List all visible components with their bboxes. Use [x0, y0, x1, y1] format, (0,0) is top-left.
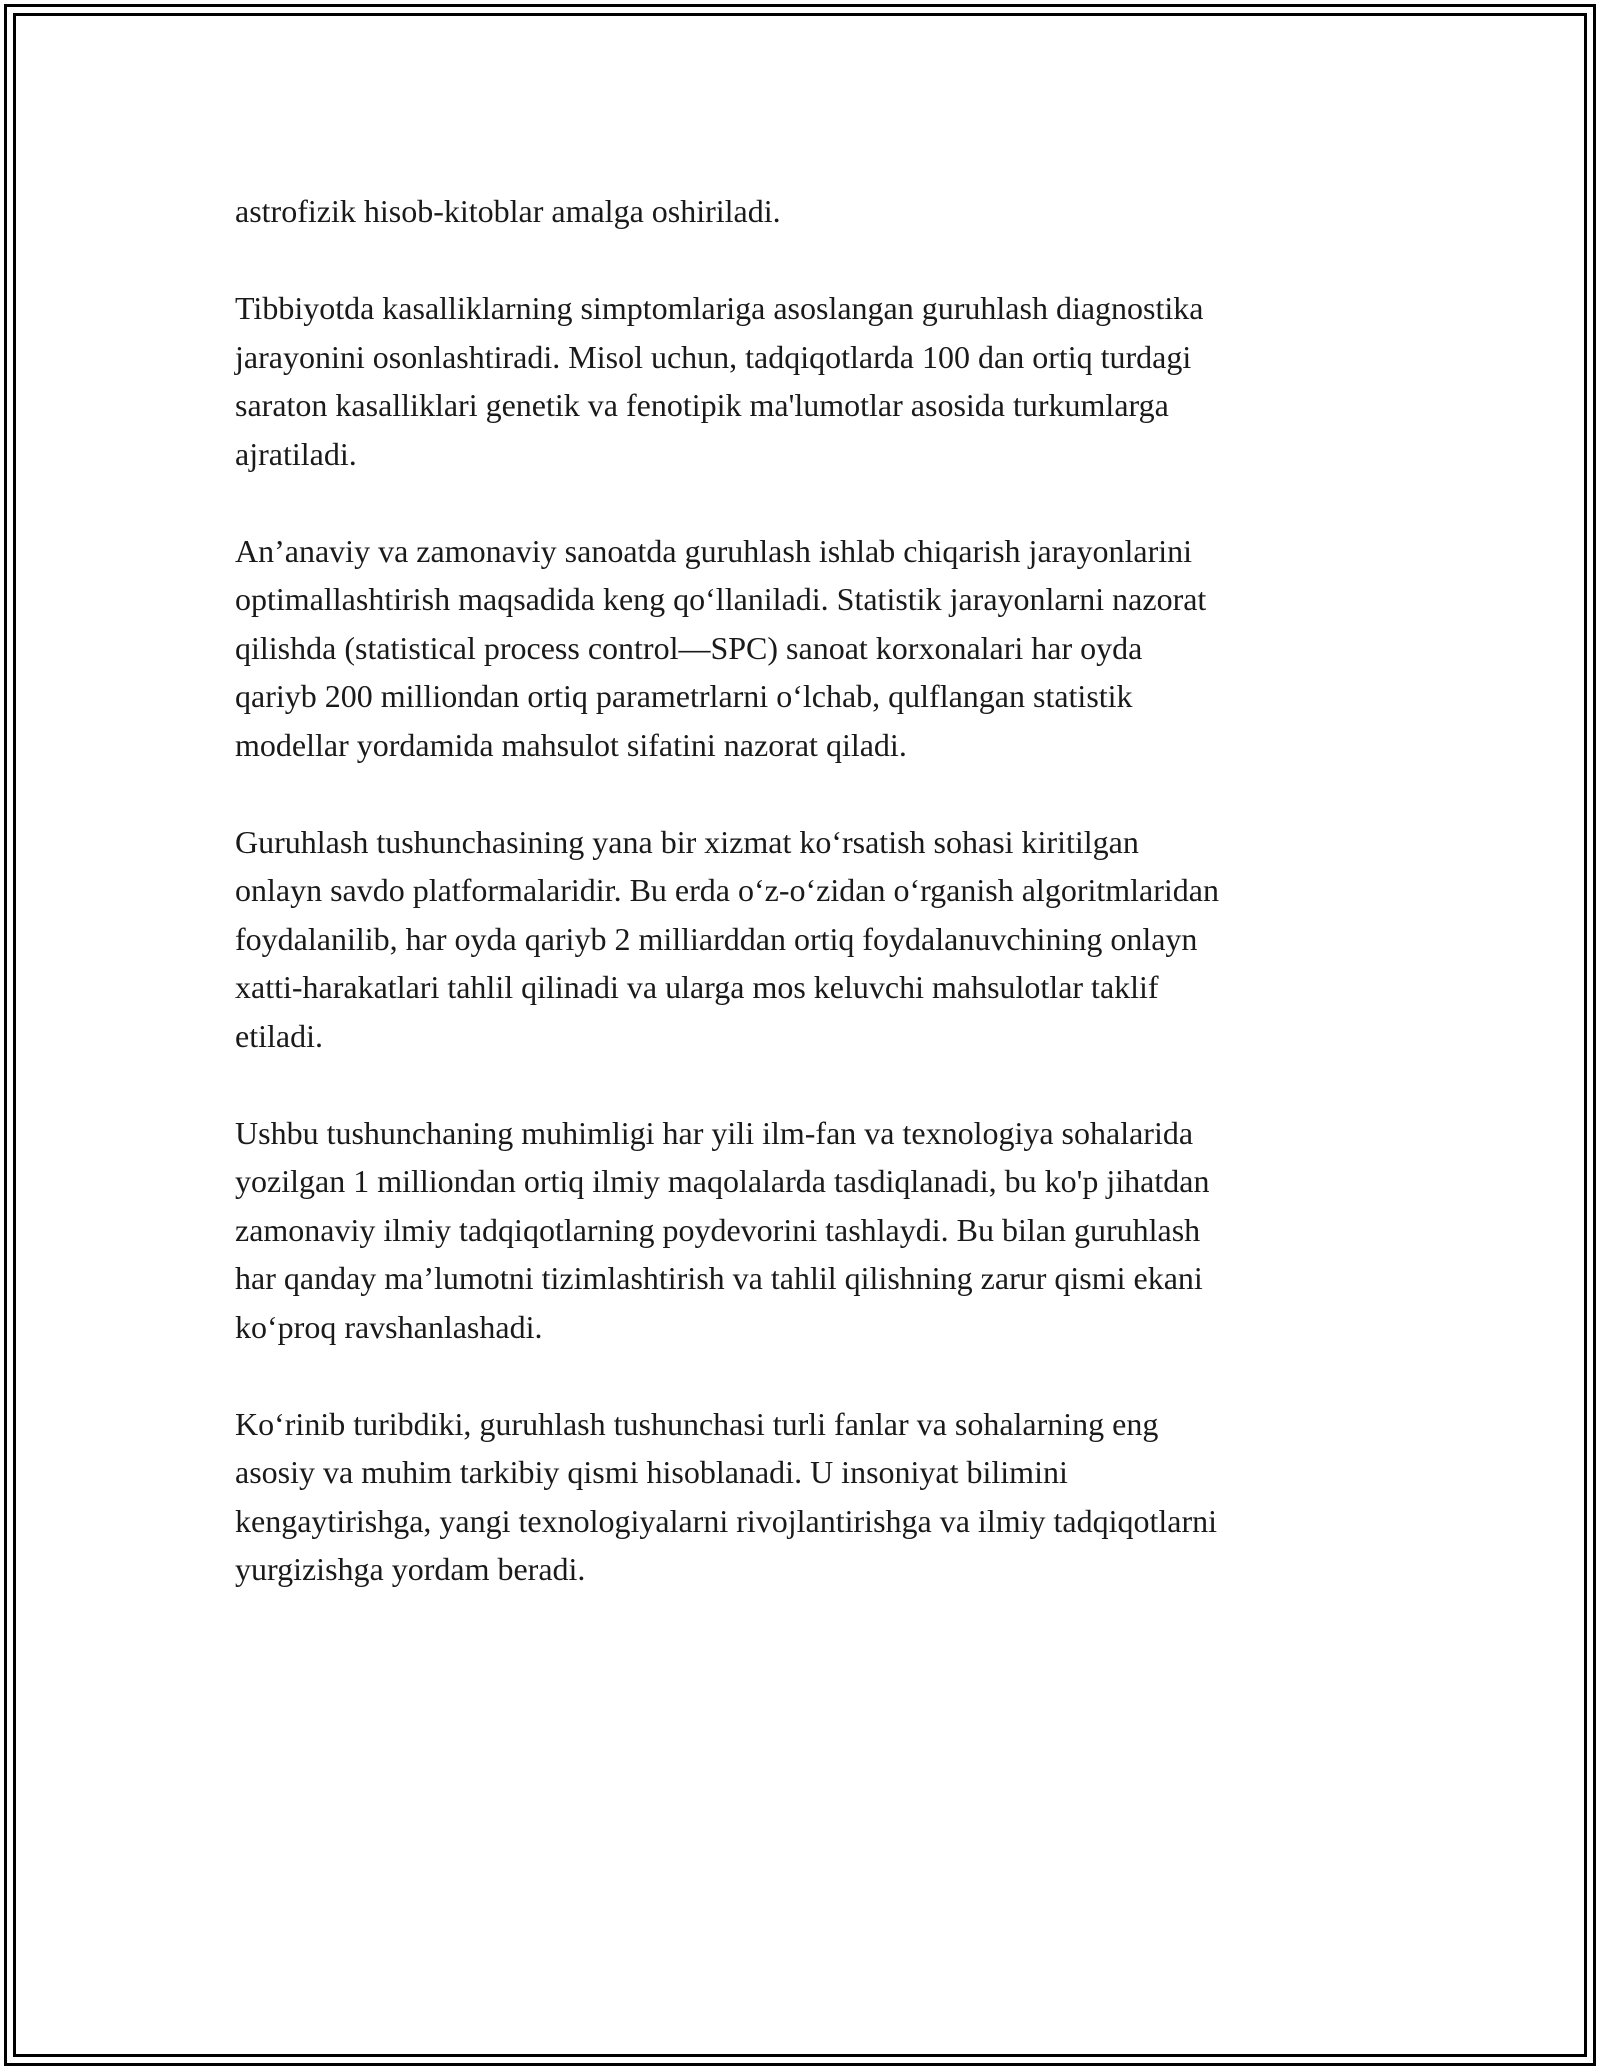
paragraph-5: Ushbu tushunchaning muhimligi har yili ilm-fan va texnologiya sohalarida yozilgan 1 milliondan ortiq ilmiy maqolalarda tasdiqlanadi, bu ko'p jihatdan zamonaviy ilmiy tadqiqotlarning poydevorini tashlaydi. Bu bilan guruhlash har qanday ma’lumotni tizimlashtirish va tahlil qilishning zarur qismi ekani ko‘proq ravshanlashadi.	[235, 1114, 1210, 1345]
paragraph-6: Ko‘rinib turibdiki, guruhlash tushunchasi turli fanlar va sohalarning eng asosiy va muhim tarkibiy qismi hisoblanadi. U insoniyat bilimini kengaytirishga, yangi texnologiyalarni rivojlantirishga va ilmiy tadqiqotlarni yurgizishga yordam beradi.	[235, 1405, 1217, 1587]
document-body	[235, 187, 1375, 1642]
paragraph-2: Tibbiyotda kasalliklarning simptomlariga asoslangan guruhlash diagnostika jarayonini osonlashtiradi. Misol uchun, tadqiqotlarda 100 dan ortiq turdagi saraton kasalliklari genetik va fenotipik ma'lumotlar asosida turkumlarga ajratiladi.	[235, 290, 1204, 472]
paragraph-1: astrofizik hisob-kitoblar amalga oshiriladi.	[235, 193, 781, 229]
paragraph-4: Guruhlash tushunchasining yana bir xizmat ko‘rsatish sohasi kiritilgan onlayn savdo platformalaridir. Bu erda o‘z-o‘zidan o‘rganish algoritmlaridan foydalanilib, har oyda qariyb 2 milliarddan ortiq foydalanuvchining onlayn xatti-harakatlari tahlil qilinadi va ularga mos keluvchi mahsulotlar taklif etiladi.	[235, 823, 1219, 1054]
paragraph-3: An’anaviy va zamonaviy sanoatda guruhlash ishlab chiqarish jarayonlarini optimallashtirish maqsadida keng qo‘llaniladi. Statistik jarayonlarni nazorat qilishda (statistical process control—SPC) sanoat korxonalari har oyda qariyb 200 milliondan ortiq parametrlarni o‘lchab, qulflangan statistik modellar yordamida mahsulot sifatini nazorat qiladi.	[235, 532, 1207, 763]
